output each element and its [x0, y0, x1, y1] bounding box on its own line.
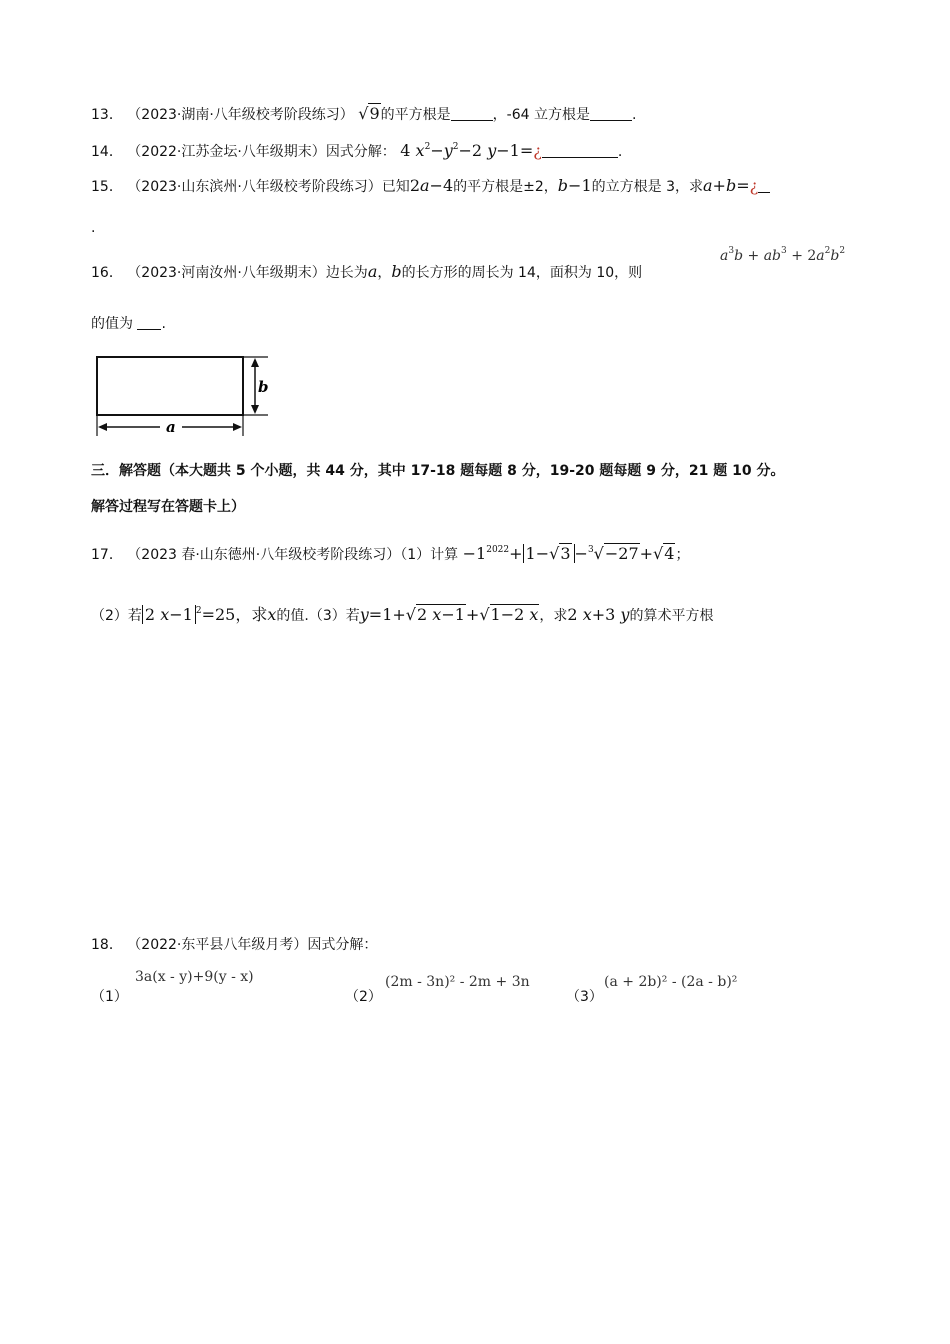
question-text: 因式分解：: [307, 937, 378, 953]
question-15: [91, 176, 770, 197]
q18-formula-2: (2m - 3n)² - 2m + 3n: [385, 974, 530, 990]
question-17-parts: [91, 605, 713, 626]
punct: ，: [377, 265, 392, 281]
question-17: [91, 544, 689, 565]
question-16: [91, 262, 642, 283]
math-expression: a+b=¿: [702, 176, 759, 195]
question-number: 14．: [91, 144, 123, 160]
question-source: （2023·湖南·八年级校考阶段练习）: [127, 107, 354, 123]
formula-image: $a^3b + ab^3 + 2a^2b^2$: [720, 246, 846, 264]
question-source: （2022·江苏金坛·八年级期末）: [127, 144, 326, 160]
math-expression: 2 x−1 $^2$=25，求: [142, 605, 267, 624]
punct: .: [631, 107, 637, 123]
label-b: b: [258, 378, 269, 396]
section-heading-2: 解答过程写在答题卡上）: [91, 499, 245, 515]
answer-blank[interactable]: [542, 143, 618, 158]
part-label: （3）若: [308, 608, 360, 624]
question-source: （2022·东平县八年级月考）: [127, 937, 308, 953]
question-18: [91, 935, 377, 955]
part-label: （1）计算: [400, 547, 459, 563]
math-expression: y=1+√2 x−1+√1−2 x: [359, 605, 539, 624]
q18-part3-label: （3）: [566, 989, 603, 1005]
question-source: （2023·河南汝州·八年级期末）: [127, 265, 326, 281]
question-text: 的平方根是: [380, 107, 451, 123]
q18-formula-1: 3a(x - y)+9(y - x): [135, 969, 254, 985]
q18-formula-3: (a + 2b)² - (2a - b)²: [604, 974, 738, 990]
punct: .: [161, 316, 166, 332]
section-heading: 三．解答题（本大题共 5 个小题，共 44 分，其中 17-18 题每题 8 分，19-20 题每题 9 分，21 题 10 分。: [91, 463, 785, 479]
question-number: 16．: [91, 265, 123, 281]
question-text: 的长方形的周长为 14，面积为 10，则: [401, 265, 643, 281]
answer-blank[interactable]: [758, 178, 770, 193]
question-text: 的平方根是±2，: [453, 179, 558, 195]
answer-blank[interactable]: [451, 106, 493, 121]
question-source: （2023 春·山东德州·八年级校考阶段练习）: [127, 547, 401, 563]
question-number: 18．: [91, 937, 123, 953]
var-x: x: [267, 605, 277, 624]
var-b: b: [391, 262, 402, 281]
part-label: （2）若: [91, 608, 142, 624]
question-text: 边长为: [325, 265, 368, 281]
punct: ；: [675, 547, 690, 563]
rectangle-shape: [97, 357, 243, 415]
punct: .: [617, 144, 623, 160]
question-text: 因式分解：: [325, 144, 396, 160]
math-expression: 4 $x^2-y^2-2$ y−1=¿: [400, 141, 542, 160]
math-expression: 2 x+3 y: [567, 605, 630, 624]
question-15-cont: [91, 218, 95, 238]
question-13: [91, 104, 636, 125]
question-16-line2: [91, 314, 166, 334]
question-text: 的值为: [91, 316, 133, 332]
question-number: 17．: [91, 547, 123, 563]
question-number: 13．: [91, 107, 123, 123]
question-text: 的算术平方根: [629, 608, 714, 624]
q18-part2-label: （2）: [345, 989, 382, 1005]
punct: .: [91, 220, 96, 236]
label-a: a: [166, 418, 176, 436]
var-a: a: [367, 262, 378, 281]
question-14: [91, 141, 622, 162]
q18-part1-label: （1）: [91, 989, 128, 1005]
question-text: 的值.: [276, 608, 309, 624]
math-expression: b−1: [557, 176, 592, 195]
question-text: ，求: [539, 608, 568, 624]
sqrt-symbol: √9: [358, 104, 380, 123]
answer-blank[interactable]: [137, 315, 161, 330]
math-expression: $-1^{2022}+ 1-√3 -^3√-27+√4$: [462, 544, 675, 563]
question-source: （2023·山东滨州·八年级校考阶段练习）: [127, 179, 382, 195]
question-number: 15．: [91, 179, 123, 195]
question-text: ，-64 立方根是: [492, 107, 590, 123]
question-text: 的立方根是 3，求: [591, 179, 703, 195]
answer-blank[interactable]: [590, 106, 632, 121]
math-expression: 2a−4: [409, 176, 454, 195]
rectangle-figure: [90, 350, 290, 440]
question-text: 已知: [381, 179, 410, 195]
